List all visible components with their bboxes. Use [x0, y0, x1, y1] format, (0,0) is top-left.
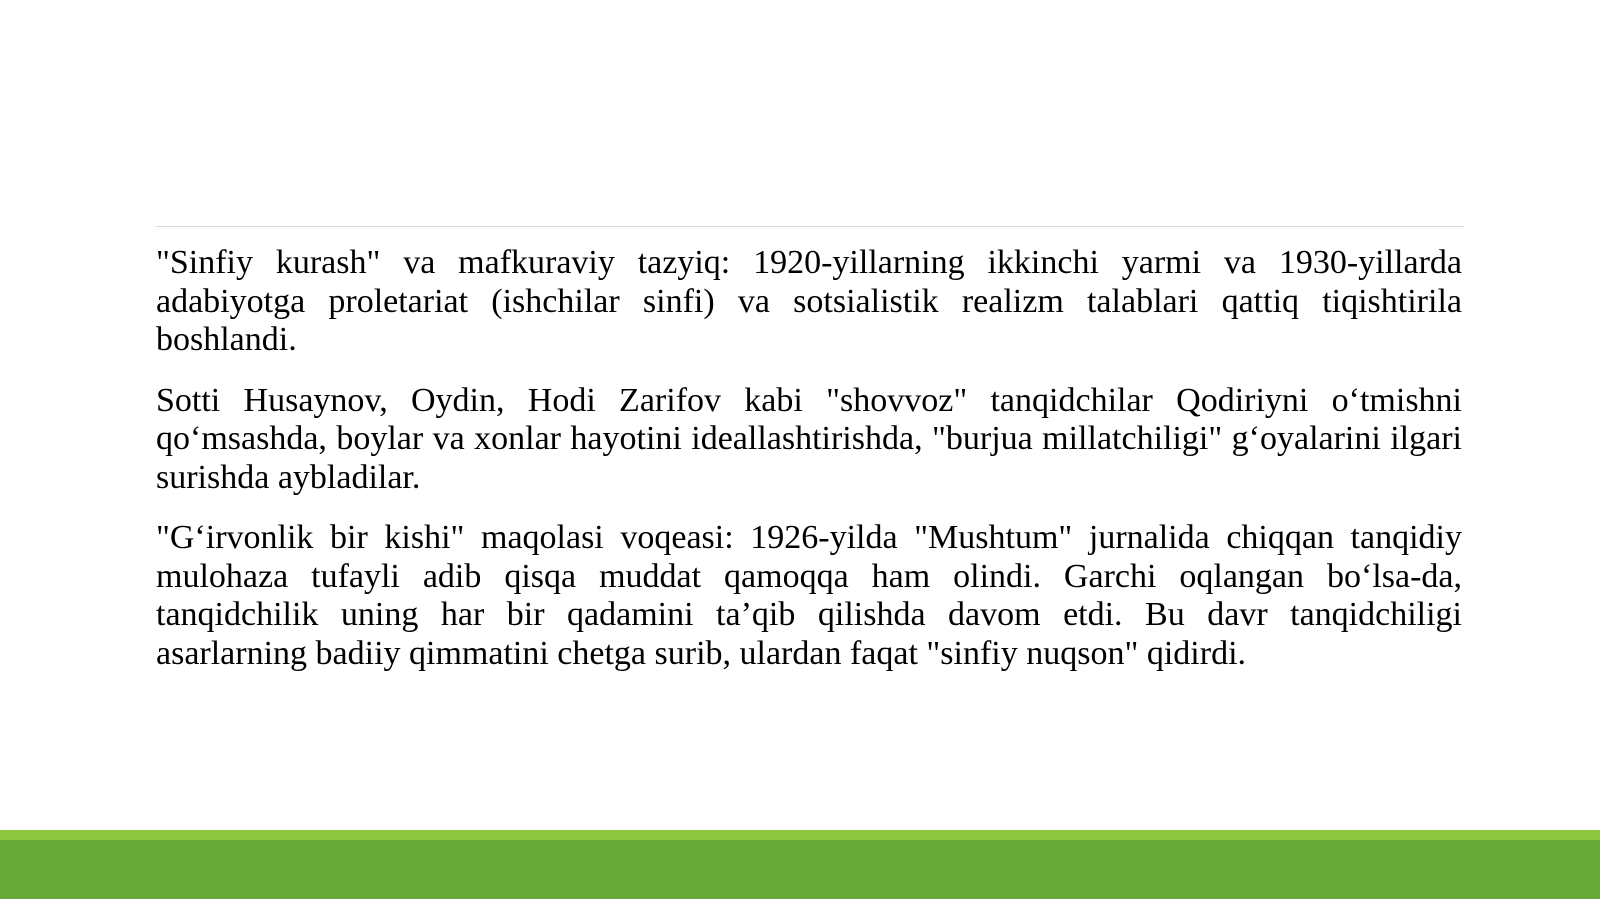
footer-accent-stripe: [0, 830, 1600, 840]
footer-band: [0, 830, 1600, 899]
title-divider: [156, 226, 1464, 227]
paragraph-class-struggle: "Sinfiy kurash" va mafkuraviy tazyiq: 1920-yillarning ikkinchi yarmi va 1930-yillarda adabiyotga proletariat (ishchilar sinfi) va sotsialistik realizm talablari qattiq tiqishtirila boshlandi.: [156, 244, 1462, 358]
paragraph-girvonlik-article: "G‘irvonlik bir kishi" maqolasi voqeasi: 1926-yilda "Mushtum" jurnalida chiqqan tanqidiy mulohaza tufayli adib qisqa muddat qamoqqa ham olindi. Garchi oqlangan bo‘lsa-da, tanqidchilik uning har bir qadamini ta’qib qilishda davom etdi. Bu davr tanqidchiligi asarlarning badiiy qimmatini chetga surib, ulardan faqat "sinfiy nuqson" qidirdi.: [156, 519, 1462, 672]
paragraph-critics: Sotti Husaynov, Oydin, Hodi Zarifov kabi "shovvoz" tanqidchilar Qodiriyni o‘tmishni qo‘msashda, boylar va xonlar hayotini ideallashtirishda, "burjua millatchiligi" g‘oyalarini ilgari surishda aybladilar.: [156, 381, 1462, 496]
body-text: [156, 244, 1462, 695]
footer-bar: [0, 840, 1600, 899]
